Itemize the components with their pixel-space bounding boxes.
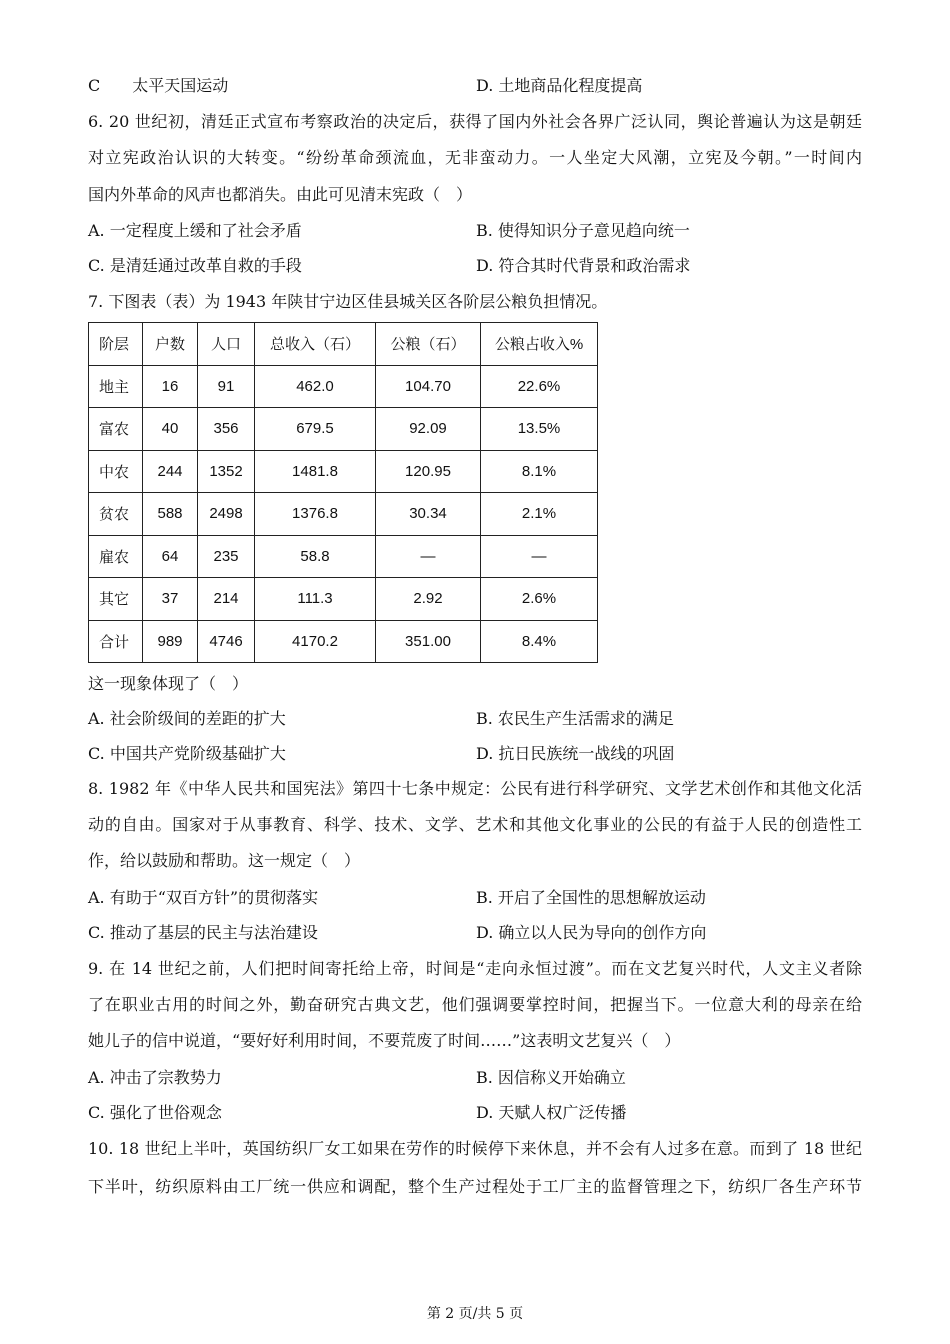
table-cell: 356 — [198, 408, 255, 451]
table-cell: 120.95 — [376, 450, 481, 493]
q8-option-c: C. 推动了基层的民主与法治建设 — [88, 923, 318, 942]
table-cell: 贫农 — [89, 493, 143, 536]
table-cell: 13.5% — [481, 408, 598, 451]
table-cell: 91 — [198, 365, 255, 408]
table-cell: 30.34 — [376, 493, 481, 536]
q9-line-2: 了在职业古用的时间之外，勤奋研究古典文艺，他们强调要掌控时间，把握当下。一位意大利的母亲在给 — [88, 995, 862, 1014]
q6-line-1: 6. 20 世纪初，清廷正式宣布考察政治的决定后，获得了国内外社会各界广泛认同，舆论普遍认为这是朝廷 — [88, 112, 862, 131]
table-cell: 214 — [198, 578, 255, 621]
q6-line-3: 国内外革命的风声也都消失。由此可见清末宪政（ ） — [88, 185, 473, 204]
table-cell: 2.1% — [481, 493, 598, 536]
grain-burden-table — [88, 322, 598, 663]
q9-line-3: 她儿子的信中说道，“要好好利用时间，不要荒废了时间……”这表明文艺复兴（ ） — [88, 1031, 681, 1050]
q8-option-a: A. 有助于“双百方针”的贯彻落实 — [88, 888, 319, 907]
table-cell: 2.6% — [481, 578, 598, 621]
q7-option-b: B. 农民生产生活需求的满足 — [476, 709, 674, 728]
q9-option-a: A. 冲击了宗教势力 — [88, 1068, 222, 1087]
q5-option-c: C 太平天国运动 — [88, 76, 229, 95]
q6-option-c: C. 是清廷通过改革自救的手段 — [88, 256, 302, 275]
q8-option-b: B. 开启了全国性的思想解放运动 — [476, 888, 706, 907]
table-cell: 22.6% — [481, 365, 598, 408]
table-cell: 中农 — [89, 450, 143, 493]
table-cell: 2.92 — [376, 578, 481, 621]
q9-option-b: B. 因信称义开始确立 — [476, 1068, 626, 1087]
table-cell: 8.1% — [481, 450, 598, 493]
table-cell: 4746 — [198, 620, 255, 663]
table-row — [89, 535, 598, 578]
table-cell: 92.09 — [376, 408, 481, 451]
table-row — [89, 365, 598, 408]
table-cell: 351.00 — [376, 620, 481, 663]
q7-stem: 7. 下图表（表）为 1943 年陕甘宁边区佳县城关区各阶层公粮负担情况。 — [88, 292, 608, 311]
table-row — [89, 408, 598, 451]
q8-option-d: D. 确立以人民为导向的创作方向 — [476, 923, 707, 942]
table-cell: 679.5 — [255, 408, 376, 451]
q7-question: 这一现象体现了（ ） — [88, 674, 249, 693]
page-footer: 第 2 页/共 5 页 — [426, 1306, 524, 1322]
q9-line-1: 9. 在 14 世纪之前，人们把时间寄托给上帝，时间是“走向永恒过渡”。而在文艺复兴时代，人文主义者除 — [88, 959, 862, 978]
table-header: 人口 — [198, 323, 255, 366]
table-header-row — [89, 323, 598, 366]
q10-line-1: 10. 18 世纪上半叶，英国纺织厂女工如果在劳作的时候停下来休息，并不会有人过多在意。而到了 18 世纪 — [88, 1139, 862, 1158]
table-cell: 244 — [143, 450, 198, 493]
table-cell: — — [481, 535, 598, 578]
table-cell: 地主 — [89, 365, 143, 408]
q6-option-b: B. 使得知识分子意见趋向统一 — [476, 221, 690, 240]
table-cell: 58.8 — [255, 535, 376, 578]
q5-option-d: D. 土地商品化程度提高 — [476, 76, 643, 95]
table-cell: 989 — [143, 620, 198, 663]
q9-option-d: D. 天赋人权广泛传播 — [476, 1103, 627, 1122]
table-cell: 16 — [143, 365, 198, 408]
table-row — [89, 620, 598, 663]
table-row — [89, 578, 598, 621]
table-cell: 462.0 — [255, 365, 376, 408]
table-cell: 1376.8 — [255, 493, 376, 536]
q8-line-1: 8. 1982 年《中华人民共和国宪法》第四十七条中规定：公民有进行科学研究、文学艺术创作和其他文化活 — [88, 779, 862, 798]
table-cell: — — [376, 535, 481, 578]
table-cell: 104.70 — [376, 365, 481, 408]
q10-line-2: 下半叶，纺织原料由工厂统一供应和调配，整个生产过程处于工厂主的监督管理之下，纺织厂各生产环节 — [88, 1177, 862, 1196]
table-cell: 富农 — [89, 408, 143, 451]
q8-line-3: 作，给以鼓励和帮助。这一规定（ ） — [88, 851, 361, 870]
table-cell: 37 — [143, 578, 198, 621]
table-cell: 4170.2 — [255, 620, 376, 663]
table-header: 阶层 — [89, 323, 143, 366]
table-cell: 其它 — [89, 578, 143, 621]
q7-option-a: A. 社会阶级间的差距的扩大 — [88, 709, 286, 728]
q6-option-a: A. 一定程度上缓和了社会矛盾 — [88, 221, 302, 240]
table-cell: 64 — [143, 535, 198, 578]
table-cell: 1481.8 — [255, 450, 376, 493]
q9-option-c: C. 强化了世俗观念 — [88, 1103, 222, 1122]
table-cell: 235 — [198, 535, 255, 578]
table-header: 总收入（石） — [255, 323, 376, 366]
table-row — [89, 493, 598, 536]
table-cell: 111.3 — [255, 578, 376, 621]
table-header: 公粮（石） — [376, 323, 481, 366]
table-cell: 588 — [143, 493, 198, 536]
q8-line-2: 动的自由。国家对于从事教育、科学、技术、文学、艺术和其他文化事业的公民的有益于人民的创造性工 — [88, 815, 862, 834]
table-cell: 雇农 — [89, 535, 143, 578]
q6-option-d: D. 符合其时代背景和政治需求 — [476, 256, 691, 275]
q7-option-d: D. 抗日民族统一战线的巩固 — [476, 744, 675, 763]
table-row — [89, 450, 598, 493]
table-cell: 合计 — [89, 620, 143, 663]
table-header: 公粮占收入% — [481, 323, 598, 366]
q7-option-c: C. 中国共产党阶级基础扩大 — [88, 744, 286, 763]
table-cell: 40 — [143, 408, 198, 451]
q6-line-2: 对立宪政治认识的大转变。“纷纷革命颈流血，无非蛮动力。一人坐定大风潮，立宪及今朝。”一时间内 — [88, 148, 862, 167]
table-cell: 2498 — [198, 493, 255, 536]
table-header: 户数 — [143, 323, 198, 366]
table-cell: 8.4% — [481, 620, 598, 663]
table-cell: 1352 — [198, 450, 255, 493]
